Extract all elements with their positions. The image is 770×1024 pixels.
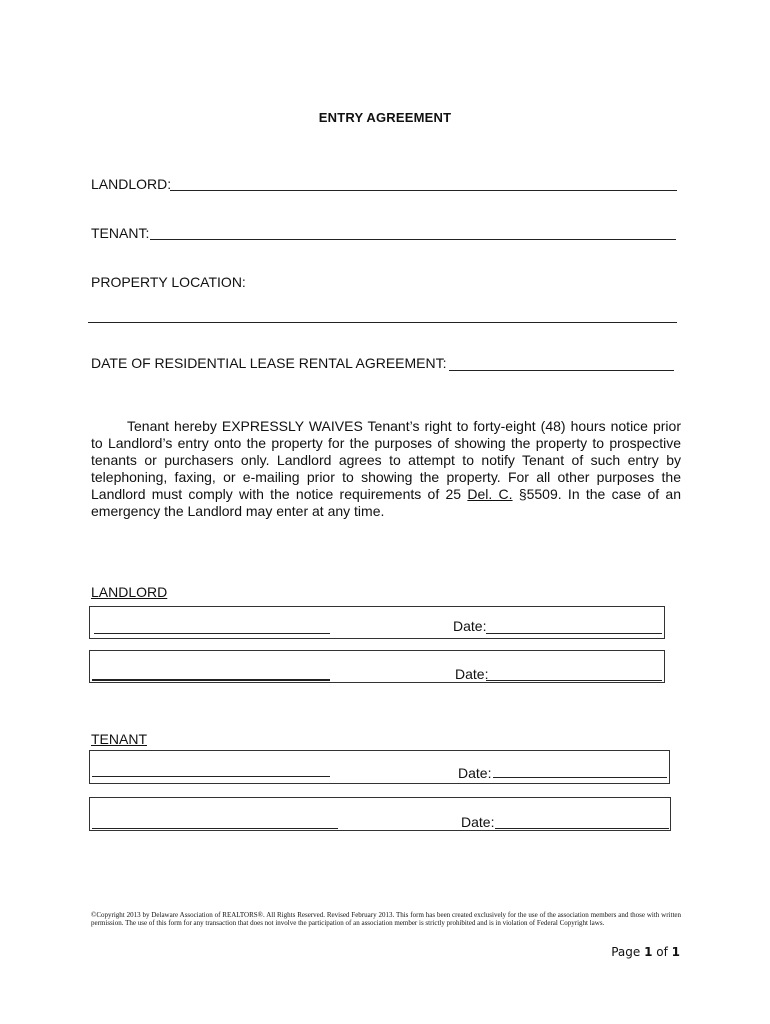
page-number xyxy=(611,945,680,959)
lease-date-input-line[interactable] xyxy=(449,370,674,371)
page-of: of xyxy=(652,945,672,959)
tenant-signature-heading: TENANT xyxy=(91,731,147,747)
waiver-paragraph xyxy=(91,418,681,520)
tenant-signature-box-2 xyxy=(89,797,671,831)
tenant-date-line-1[interactable] xyxy=(493,777,667,778)
page-total: 1 xyxy=(671,945,680,959)
lease-date-label: DATE OF RESIDENTIAL LEASE RENTAL AGREEMENT: xyxy=(91,355,447,371)
property-location-label: PROPERTY LOCATION: xyxy=(91,274,246,290)
tenant-date-line-2[interactable] xyxy=(495,828,669,829)
waiver-text-part2: §5509. In the case of an emergency the Landlord may enter at any time. xyxy=(91,486,681,519)
copyright-footer: ©Copyright 2013 by Delaware Association of REALTORS®. All Rights Reserved. Revised February 2013. This form has been created exclusively for the use of the association members and those with written permission. The use of this form for any transaction that does not involve the participation of an association member is strictly prohibited and is in violation of Federal Copyright laws. xyxy=(91,911,681,927)
tenant-input-line[interactable] xyxy=(150,239,676,240)
landlord-signature-box-1 xyxy=(89,606,665,639)
property-location-input-line[interactable] xyxy=(88,322,677,323)
citation-text: Del. C. xyxy=(467,486,513,502)
landlord-label: LANDLORD: xyxy=(91,176,172,192)
landlord-signature-line-1[interactable] xyxy=(94,633,330,634)
tenant-signature-box-1 xyxy=(89,750,670,784)
landlord-date-line-1[interactable] xyxy=(486,633,662,634)
page-prefix: Page xyxy=(611,945,645,959)
landlord-signature-heading: LANDLORD xyxy=(91,584,168,600)
landlord-date-label-1: Date: xyxy=(453,618,487,634)
tenant-label: TENANT: xyxy=(91,225,150,241)
landlord-input-line[interactable] xyxy=(170,190,677,191)
page-current: 1 xyxy=(644,945,653,959)
waiver-text-part1: Tenant hereby EXPRESSLY WAIVES Tenant’s right to forty-eight (48) hours notice prior to Landlord’s entry onto the property for the purposes of showing the property to prospective tenants or purchasers only. Landlord agrees to attempt to notify Tenant of such entry by telephoning, faxing, or e-mailing prior to showing the property. For all other purposes the Landlord must comply with the notice requirements of 25 xyxy=(91,418,681,502)
landlord-signature-box-2 xyxy=(89,650,665,683)
document-title: ENTRY AGREEMENT xyxy=(318,110,452,125)
landlord-date-line-2[interactable] xyxy=(486,680,662,681)
tenant-date-label-1: Date: xyxy=(458,765,492,781)
landlord-signature-line-2[interactable] xyxy=(92,679,330,681)
tenant-date-label-2: Date: xyxy=(461,814,495,830)
tenant-signature-line-1[interactable] xyxy=(92,776,330,777)
tenant-signature-line-2[interactable] xyxy=(92,828,338,829)
landlord-date-label-2: Date: xyxy=(455,666,489,682)
